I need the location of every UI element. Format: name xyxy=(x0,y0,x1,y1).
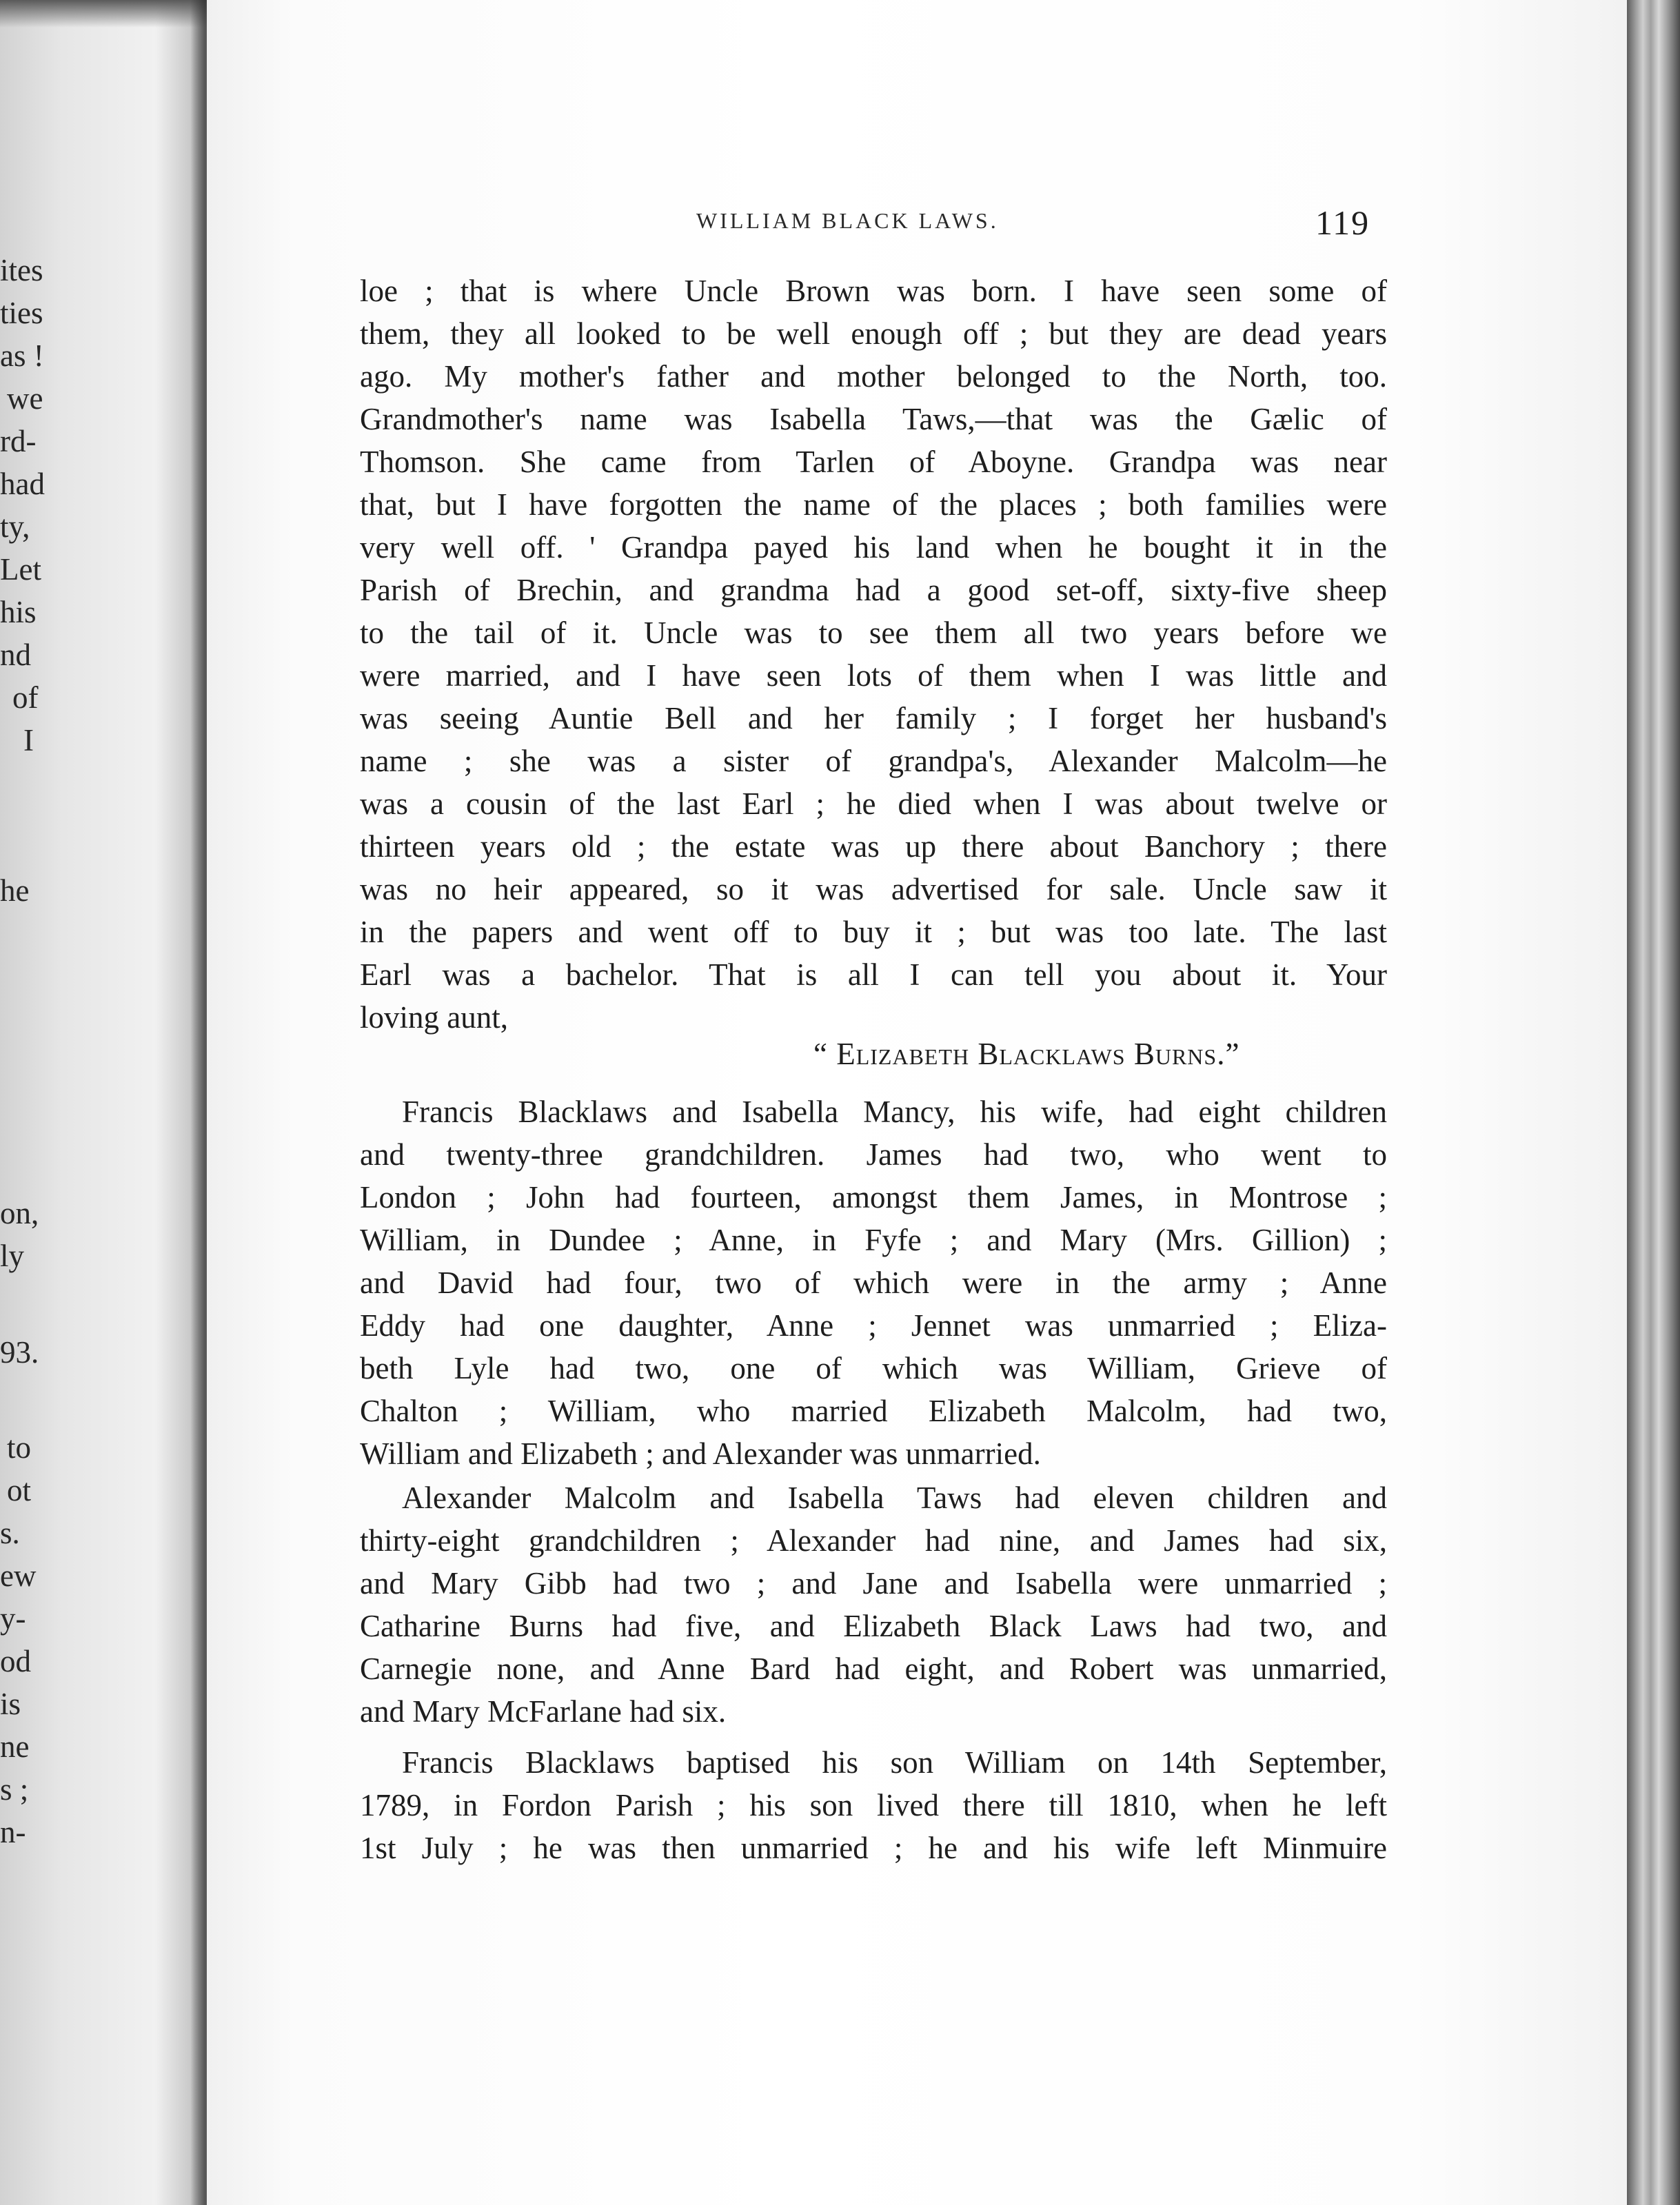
left-fragment: y- xyxy=(0,1601,26,1636)
left-fragment: of xyxy=(12,680,39,715)
text-line: and Mary McFarlane had six. xyxy=(360,1694,727,1729)
text-line: ago. My mother's father and mother belonged to the North, too. xyxy=(360,359,1387,394)
text-line: Earl was a bachelor. That is all I can tell you about it. Your xyxy=(360,957,1387,992)
text-line: and Mary Gibb had two ; and Jane and Isabella were unmarried ; xyxy=(360,1566,1387,1601)
left-fragment: ot xyxy=(7,1473,32,1507)
text-line: Francis Blacklaws baptised his son William on 14th September, xyxy=(402,1745,1387,1780)
left-fragment: ties xyxy=(0,296,43,330)
text-line: very well off. ' Grandpa payed his land when he bought it in the xyxy=(360,530,1387,565)
left-fragment: his xyxy=(0,595,37,629)
text-line: London ; John had fourteen, amongst them James, in Montrose ; xyxy=(360,1180,1387,1215)
text-line: loving aunt, xyxy=(360,1000,508,1035)
left-fragment: s. xyxy=(0,1516,20,1550)
running-head: WILLIAM BLACK LAWS. xyxy=(696,208,999,233)
text-line: was a cousin of the last Earl ; he died when I was about twelve or xyxy=(360,786,1387,821)
left-fragment: ew xyxy=(0,1558,37,1593)
text-line: Parish of Brechin, and grandma had a good set-off, sixty-five sheep xyxy=(360,573,1387,607)
left-fragment: od xyxy=(0,1644,31,1678)
left-fragment: ly xyxy=(0,1239,25,1273)
left-fragment: rd- xyxy=(0,424,37,458)
left-fragment: s ; xyxy=(0,1772,29,1807)
text-line: thirteen years old ; the estate was up there about Banchory ; there xyxy=(360,829,1387,864)
left-fragment: 93. xyxy=(0,1335,39,1370)
text-line: Francis Blacklaws and Isabella Mancy, his wife, had eight children xyxy=(402,1095,1387,1129)
text-line: were married, and I have seen lots of them when I was little and xyxy=(360,658,1387,693)
left-fragment: Let xyxy=(0,552,41,587)
letter-signature: “ Elizabeth Blacklaws Burns.” xyxy=(813,1037,1240,1071)
left-fragment: is xyxy=(0,1687,21,1721)
text-line: beth Lyle had two, one of which was William, Grieve of xyxy=(360,1351,1387,1385)
left-fragment: ty, xyxy=(0,509,30,544)
text-line: thirty-eight grandchildren ; Alexander had nine, and James had six, xyxy=(360,1523,1387,1558)
left-fragment: on, xyxy=(0,1196,39,1230)
text-line: and David had four, two of which were in the army ; Anne xyxy=(360,1266,1387,1300)
page-edges xyxy=(1627,0,1680,2205)
text-line: them, they all looked to be well enough off ; but they are dead years xyxy=(360,316,1387,351)
left-fragment: I xyxy=(23,723,34,758)
text-line: William, in Dundee ; Anne, in Fyfe ; and Mary (Mrs. Gillion) ; xyxy=(360,1223,1387,1257)
text-line: Catharine Burns had five, and Elizabeth Black Laws had two, and xyxy=(360,1609,1387,1643)
text-line: to the tail of it. Uncle was to see them all two years before we xyxy=(360,616,1387,650)
page-number: 119 xyxy=(1315,203,1370,242)
left-fragment: he xyxy=(0,873,30,908)
left-fragment: we xyxy=(7,381,43,416)
left-fragment: n- xyxy=(0,1815,26,1849)
text-line: 1789, in Fordon Parish ; his son lived there till 1810, when he left xyxy=(360,1788,1387,1822)
text-line: loe ; that is where Uncle Brown was born. I have seen some of xyxy=(360,274,1387,308)
text-line: Carnegie none, and Anne Bard had eight, and Robert was unmarried, xyxy=(360,1652,1387,1686)
text-line: William and Elizabeth ; and Alexander was unmarried. xyxy=(360,1436,1041,1471)
text-line: and twenty-three grandchildren. James had two, who went to xyxy=(360,1137,1387,1172)
text-line: Grandmother's name was Isabella Taws,—that was the Gælic of xyxy=(360,402,1387,436)
left-fragment: ites xyxy=(0,253,43,287)
left-fragment: to xyxy=(7,1430,32,1465)
text-line: was no heir appeared, so it was advertised for sale. Uncle saw it xyxy=(360,872,1387,906)
left-fragment: ne xyxy=(0,1729,30,1764)
text-line: was seeing Auntie Bell and her family ; I forget her husband's xyxy=(360,701,1387,735)
left-fragment: nd xyxy=(0,638,31,672)
text-line: 1st July ; he was then unmarried ; he and his wife left Minmuire xyxy=(360,1831,1387,1865)
left-fragment: as ! xyxy=(0,338,44,373)
text-line: Thomson. She came from Tarlen of Aboyne. Grandpa was near xyxy=(360,445,1387,479)
text-line: name ; she was a sister of grandpa's, Alexander Malcolm—he xyxy=(360,744,1387,778)
left-page-fragments xyxy=(0,0,76,2205)
text-line: Alexander Malcolm and Isabella Taws had eleven children and xyxy=(402,1481,1387,1515)
left-fragment: had xyxy=(0,467,45,501)
text-line: Chalton ; William, who married Elizabeth Malcolm, had two, xyxy=(360,1394,1387,1428)
text-line: Eddy had one daughter, Anne ; Jennet was unmarried ; Eliza- xyxy=(360,1308,1387,1343)
text-line: that, but I have forgotten the name of the places ; both families were xyxy=(360,487,1387,522)
text-line: in the papers and went off to buy it ; but was too late. The last xyxy=(360,915,1387,949)
